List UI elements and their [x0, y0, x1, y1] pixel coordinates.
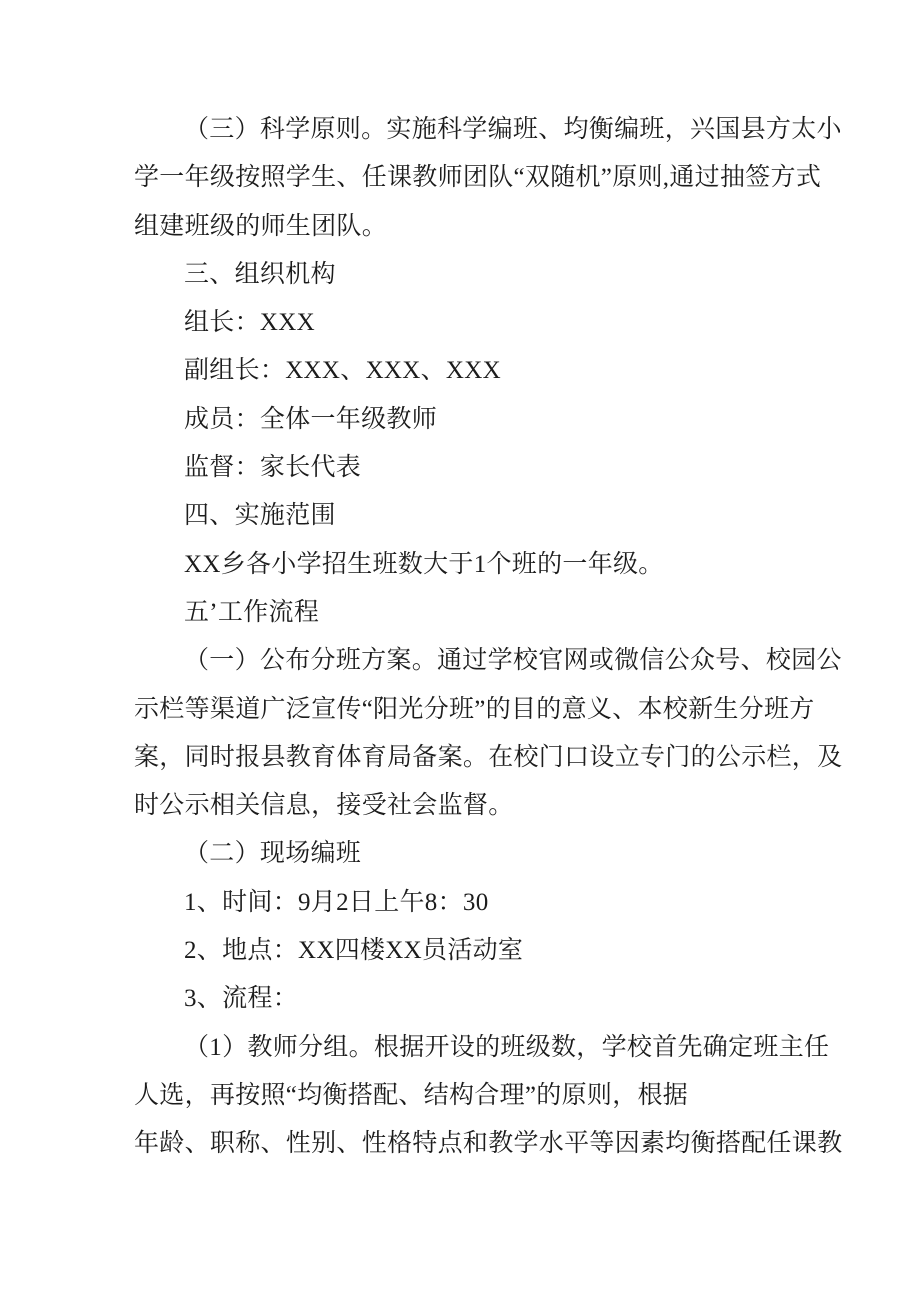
text-line: 人选，再按照“均衡搭配、结构合理”的原则，根据 [134, 1081, 689, 1109]
text-line: 四、实施范围 [184, 502, 336, 530]
text-line: 组建班级的师生团队。 [134, 212, 388, 240]
text-line: 2、地点：XX四楼XX员活动室 [184, 937, 524, 965]
text-line: 年龄、职称、性别、性格特点和教学水平等因素均衡搭配任课教 [134, 1130, 843, 1158]
text-line: （一）公布分班方案。通过学校官网或微信公众号、校园公 [184, 647, 842, 675]
text-line: 成员：全体一年级教师 [184, 405, 438, 433]
document-body [134, 106, 843, 1169]
text-line: 组长：XXX [184, 309, 315, 337]
text-line: 监督：家长代表 [184, 454, 362, 482]
text-line: 五’工作流程 [184, 598, 320, 626]
text-line: 三、组织机构 [184, 260, 336, 288]
text-line: （三）科学原则。实施科学编班、均衡编班，兴国县方太小 [184, 116, 842, 143]
text-line: （二）现场编班 [184, 840, 362, 868]
text-line: （1）教师分组。根据开设的班级数，学校首先确定班主任 [184, 1033, 830, 1061]
text-line: 副组长：XXX、XXX、XXX [184, 357, 501, 385]
text-line: XX乡各小学招生班数大于1个班的一年级。 [184, 550, 664, 578]
text-line: 案，同时报县教育体育局备案。在校门口设立专门的公示栏，及 [134, 743, 843, 771]
text-line: 示栏等渠道广泛宣传“阳光分班”的目的意义、本校新生分班方 [134, 695, 815, 723]
text-line: 时公示相关信息，接受社会监督。 [134, 792, 514, 820]
text-line: 1、时间：9月2日上午8：30 [184, 888, 489, 916]
text-line: 3、流程： [184, 985, 299, 1013]
text-line: 学一年级按照学生、任课教师团队“双随机”原则,通过抽签方式 [134, 164, 822, 192]
